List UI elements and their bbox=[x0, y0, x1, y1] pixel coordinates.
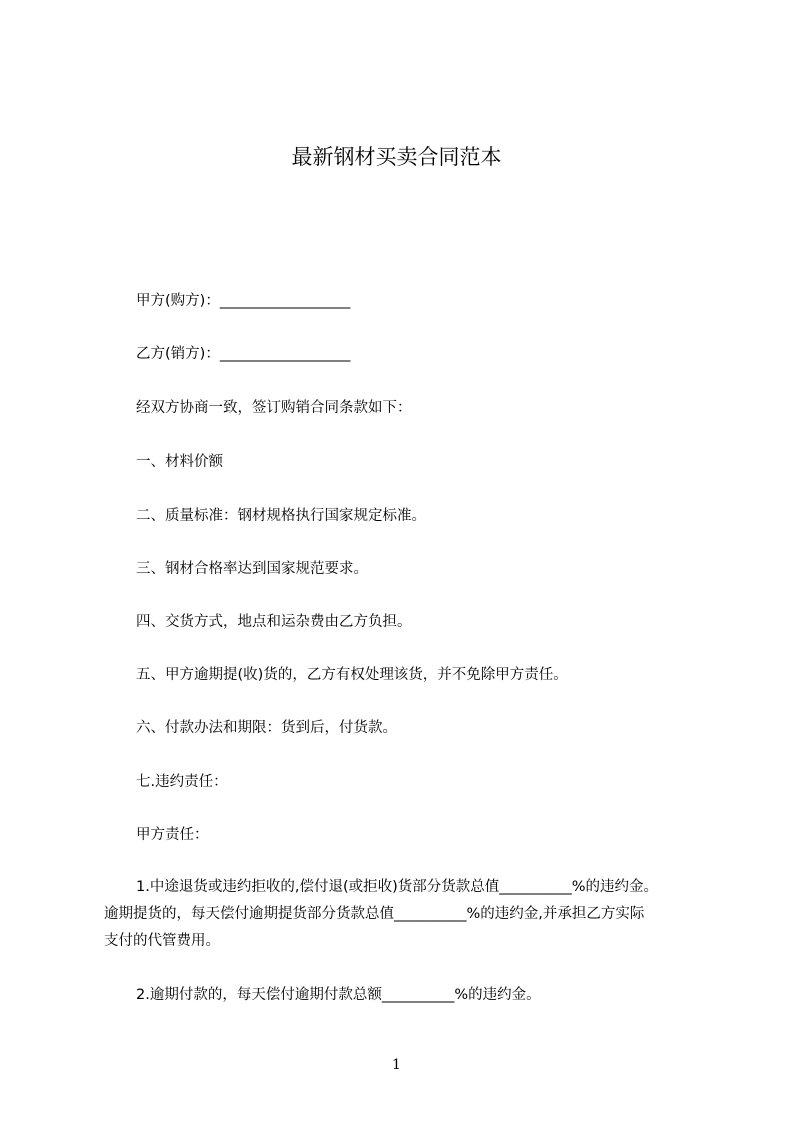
liability-item-2: 2.逾期付款的，每天偿付逾期付款总额__________%的违约金。 bbox=[136, 987, 541, 1003]
clause-5: 五、甲方逾期提(收)货的，乙方有权处理该货，并不免除甲方责任。 bbox=[136, 667, 568, 683]
clause-7: 七.违约责任： bbox=[136, 774, 228, 790]
liability-item-1-line-2: 逾期提货的，每天偿付逾期提货部分货款总值__________%的违约金,并承担乙方实际 bbox=[104, 906, 645, 922]
clause-6: 六、付款办法和期限：货到后，付货款。 bbox=[136, 720, 397, 736]
liability-item-1-line-1: 1.中途退货或违约拒收的,偿付退(或拒收)货部分货款总值__________%的违约金。 bbox=[136, 879, 659, 895]
intro-line: 经双方协商一致，签订购销合同条款如下： bbox=[136, 400, 412, 416]
page-number: 1 bbox=[392, 1057, 401, 1073]
document-title: 最新钢材买卖合同范本 bbox=[291, 145, 502, 169]
party-a-line: 甲方(购方)：__________________ bbox=[136, 293, 351, 309]
party-b-line: 乙方(销方)：__________________ bbox=[136, 346, 351, 362]
clause-1: 一、材料价额 bbox=[136, 454, 223, 470]
clause-2: 二、质量标准：钢材规格执行国家规定标准。 bbox=[136, 508, 426, 524]
liability-item-1 bbox=[104, 874, 704, 955]
party-a-liability-heading: 甲方责任： bbox=[136, 827, 209, 843]
clause-3: 三、钢材合格率达到国家规范要求。 bbox=[136, 561, 368, 577]
clause-4: 四、交货方式，地点和运杂费由乙方负担。 bbox=[136, 614, 412, 630]
liability-item-1-line-3: 支付的代管费用。 bbox=[104, 933, 220, 949]
